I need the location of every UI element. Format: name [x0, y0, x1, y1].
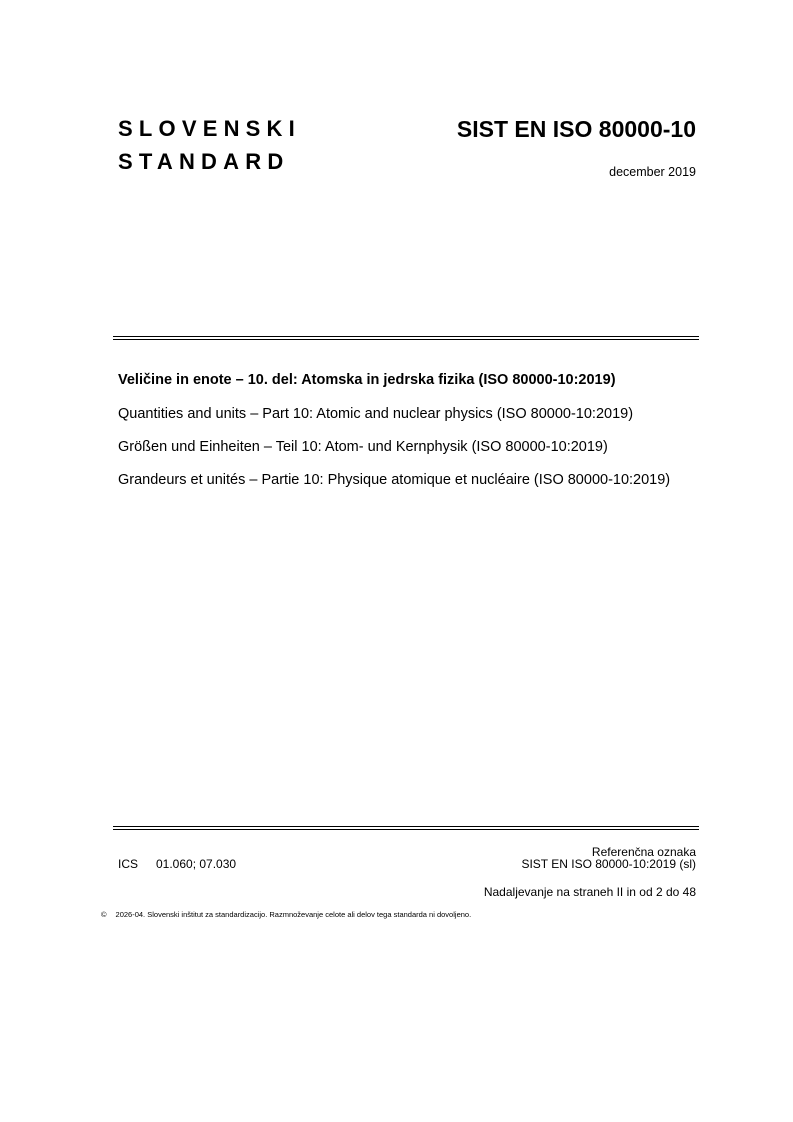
- ics-value: 01.060; 07.030: [156, 857, 237, 871]
- bottom-double-rule: [113, 826, 699, 830]
- reference-value: SIST EN ISO 80000-10:2019 (sl): [521, 857, 696, 871]
- title-french: Grandeurs et unités – Partie 10: Physique atomique et nucléaire (ISO 80000-10:2019): [118, 472, 671, 488]
- title-block: [118, 371, 698, 504]
- copyright-text: 2026-04. Slovenski inštitut za standardizacijo. Razmnoževanje celote ali delov tega standarda ni dovoljeno.: [115, 910, 472, 919]
- title-german: Größen und Einheiten – Teil 10: Atom- und Kernphysik (ISO 80000-10:2019): [118, 439, 608, 455]
- standard-label-line1: SLOVENSKI: [118, 116, 301, 141]
- page-continuation-note: Nadaljevanje na straneh II in od 2 do 48: [483, 885, 696, 899]
- ics-label: ICS: [118, 857, 139, 871]
- top-double-rule: [113, 336, 699, 340]
- copyright-symbol: ©: [101, 910, 107, 919]
- copyright-notice: [101, 910, 471, 920]
- title-english: Quantities and units – Part 10: Atomic and nuclear physics (ISO 80000-10:2019): [118, 406, 634, 422]
- publication-date: december 2019: [609, 165, 696, 179]
- reference-label: Referenčna oznaka: [591, 845, 696, 859]
- title-slovenian: Veličine in enote – 10. del: Atomska in jedrska fizika (ISO 80000-10:2019): [118, 372, 616, 388]
- document-number: SIST EN ISO 80000-10: [456, 116, 696, 142]
- standard-label-line2: STANDARD: [118, 149, 290, 174]
